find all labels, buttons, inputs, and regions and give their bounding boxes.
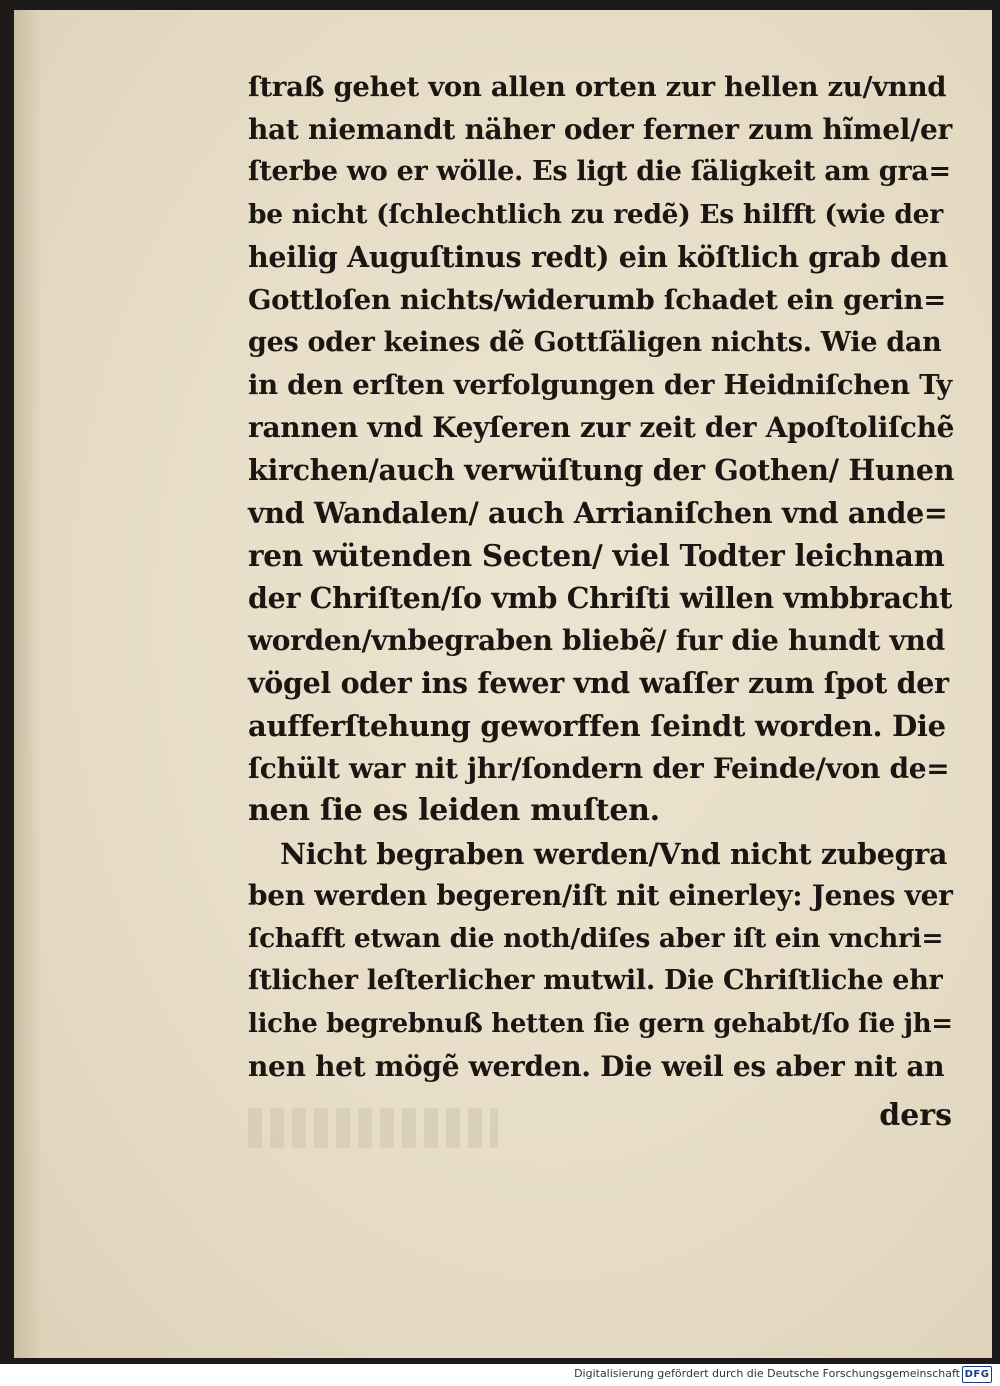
text-line: hat niemandt näher oder ferner zum hĩmel/er — [248, 112, 952, 146]
funding-notice: Digitalisierung gefördert durch die Deutsche Forschungsgemeinschaft — [574, 1367, 960, 1380]
text-line: ſchült war nit jhr/ſondern der Feinde/von de= — [248, 751, 950, 785]
text-line: liche begrebnuß hetten ſie gern gehabt/ſo ſie jh= — [248, 1009, 953, 1040]
body-text — [248, 66, 954, 1088]
text-line: kirchen/auch verwüſtung der Gothen/ Hunen — [248, 453, 955, 488]
catchword: ders — [879, 1098, 952, 1133]
text-line: heilig Auguſtinus redt) ein köſtlich grab den — [248, 240, 948, 275]
footer-bar — [0, 1364, 1000, 1386]
text-line: Gottloſen nichts/widerumb ſchadet ein gerin= — [248, 283, 946, 316]
text-line: ſtlicher leſterlicher mutwil. Die Chriſtliche ehr — [248, 965, 943, 997]
text-line: nen ſie es leiden muſten. — [248, 793, 660, 829]
dfg-logo-icon: DFG — [962, 1366, 992, 1383]
text-line: ges oder keines dẽ Gottſäligen nichts. Wie dan — [248, 326, 942, 358]
text-line: vögel oder ins fewer vnd waſſer zum ſpot der — [248, 666, 949, 701]
text-line: worden/vnbegraben bliebẽ/ fur die hundt vnd — [248, 623, 945, 657]
text-line: vnd Wandalen/ auch Arrianiſchen vnd ande= — [248, 495, 948, 530]
text-line: der Chriſten/ſo vmb Chriſti willen vmbbracht — [248, 581, 952, 616]
text-line: ſchafft etwan die noth/diſes aber iſt ein vnchri= — [248, 922, 944, 954]
page-edge-shadow — [14, 10, 42, 1358]
text-line: rannen vnd Keyſeren zur zeit der Apoſtoliſchẽ — [248, 410, 955, 444]
bleed-through-text — [248, 1108, 498, 1148]
text-line: aufferſtehung geworffen ſeindt worden. Die — [248, 708, 946, 743]
text-line: in den erſten verfolgungen der Heidniſchen Ty — [248, 369, 952, 402]
text-line: ſtraß gehet von allen orten zur hellen zu/vnnd — [248, 71, 947, 103]
text-line: be nicht (ſchlechtlich zu redẽ) Es hilfft (wie der — [248, 198, 943, 230]
text-line: nen het mögẽ werden. Die weil es aber nit an — [248, 1049, 945, 1083]
text-line: ben werden begeren/iſt nit einerley: Jenes ver — [248, 879, 953, 913]
text-line: ren wütenden Secten/ viel Todter leichnam — [248, 537, 945, 573]
text-line: ſterbe wo er wölle. Es ligt die ſäligkeit am gra= — [248, 156, 951, 188]
text-line: Nicht begraben werden/Vnd nicht zubegra — [280, 836, 948, 871]
